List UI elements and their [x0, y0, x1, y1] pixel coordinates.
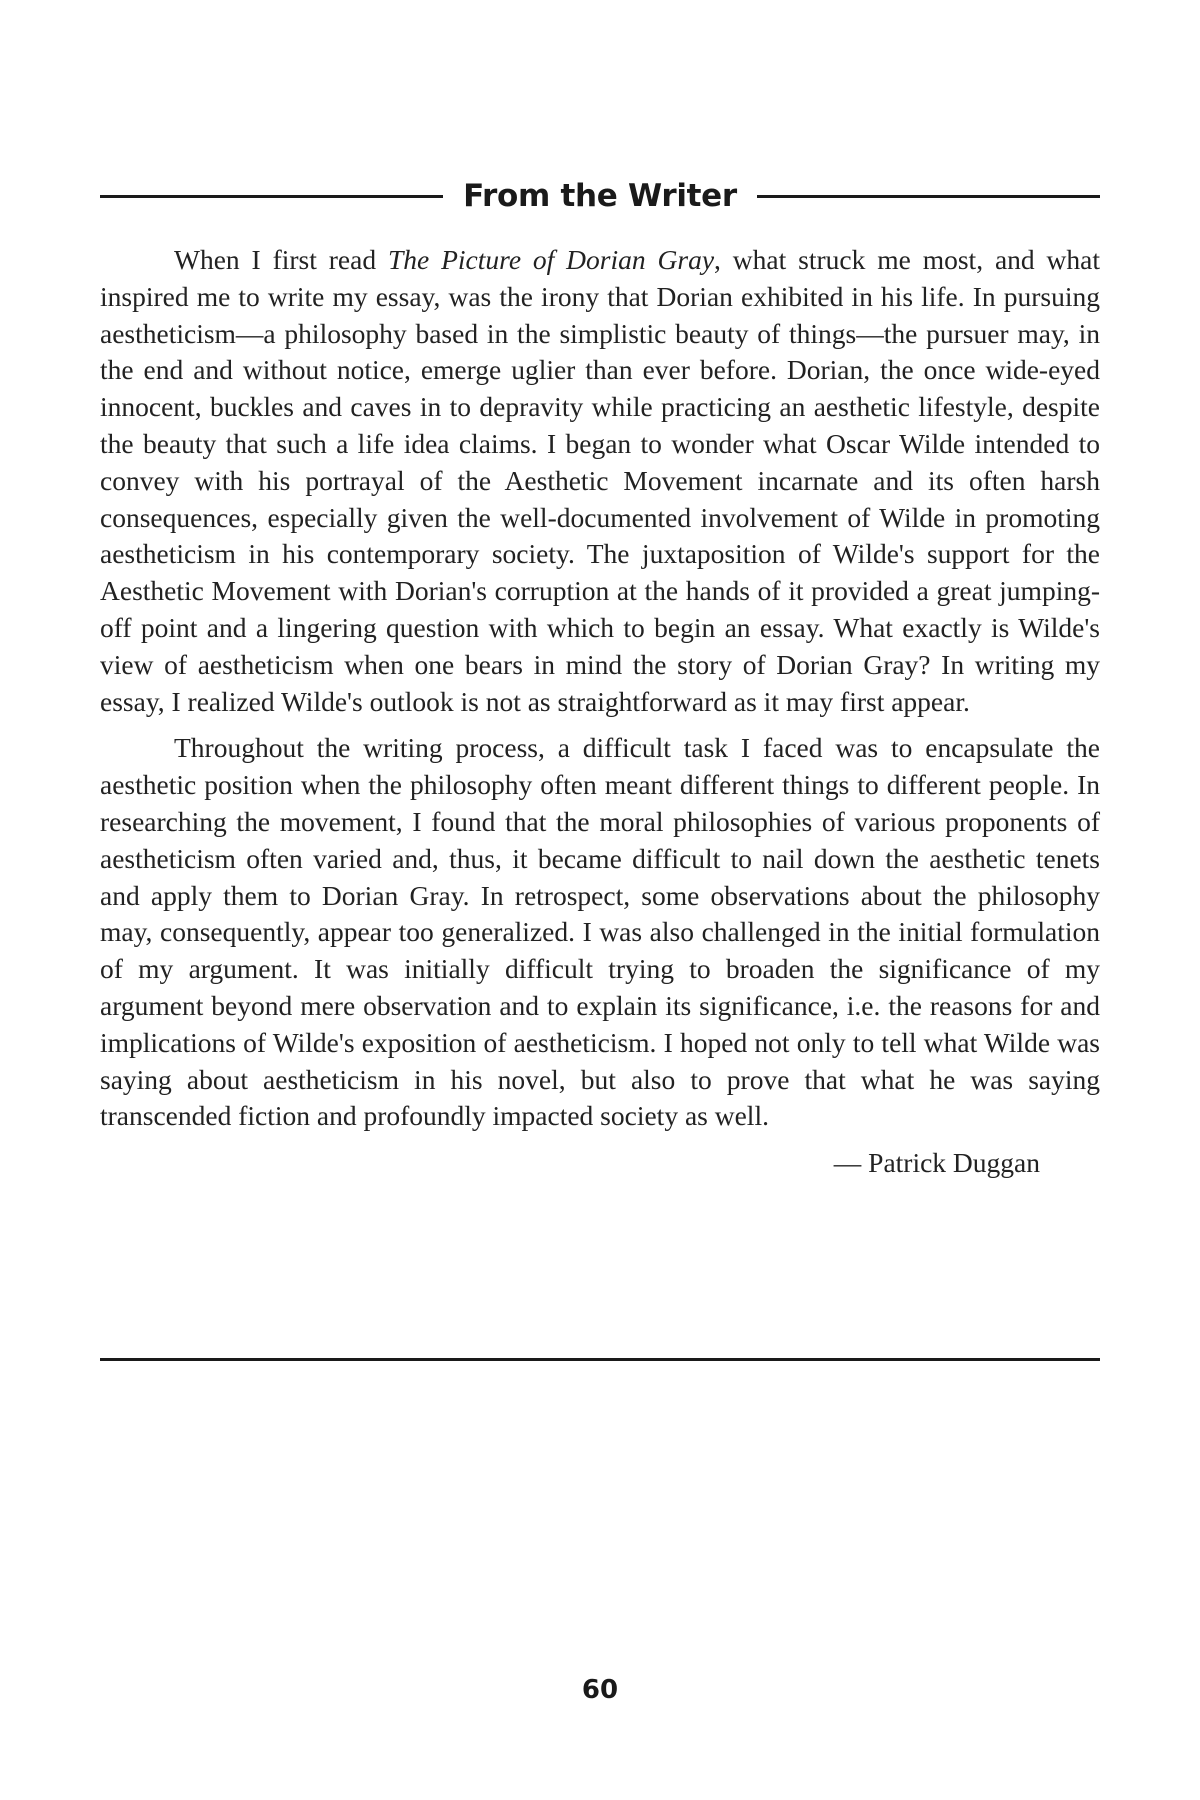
header-rule-right [757, 195, 1100, 198]
essay-paragraph-2: Throughout the writing process, a difficult task I faced was to encapsulate the aesthetic position when the philosophy often meant different things to different people. In researching the movement, I found that the moral philosophies of various proponents of aestheticism often varied and, thus, it became difficult to nail down the aesthetic tenets and apply them to Dorian Gray. In retrospect, some observations about the philosophy may, consequently, appear too generalized. I was also challenged in the initial formulation of my argument. It was initially difficult trying to broaden the significance of my argument beyond mere observation and to explain its significance, i.e. the reasons for and implications of Wilde's exposition of aestheticism. I hoped not only to tell what Wilde was saying about aestheticism in his novel, but also to prove that what he was saying transcended fiction and profoundly impacted society as well. [100, 732, 1100, 1132]
paragraph-1-opening: When I first read [174, 244, 388, 275]
essay-paragraph-1 [100, 242, 1100, 720]
section-title: From the Writer [463, 178, 737, 214]
essay-body [100, 242, 1100, 1182]
author-signature: — Patrick Duggan [833, 1147, 1040, 1179]
page-number: 60 [581, 1675, 619, 1705]
header-rule-left [100, 195, 443, 198]
bottom-rule [100, 1358, 1100, 1361]
book-title: The Picture of Dorian Gray [387, 244, 715, 275]
paragraph-1-body: , what struck me most, and what inspired me to write my essay, was the irony that Dorian exhibited in his life. In pursuing aestheticism—a philosophy based in the simplistic beauty of things—the pursuer may, in the end and without notice, emerge uglier than ever before. Dorian, the once wide-eyed innocent, buckles and caves in to depravity while practicing an aesthetic lifestyle, despite the beauty that such a life idea claims. I began to wonder what Oscar Wilde intended to convey with his portrayal of the Aesthetic Movement incarnate and its often harsh consequences, especially given the well-documented involvement of Wilde in promoting aestheticism in his contemporary society. The juxtaposition of Wilde's support for the Aesthetic Movement with Dorian's corruption at the hands of it provided a great jumping-off point and a lingering question with which to begin an essay. What exactly is Wilde's view of aestheticism when one bears in mind the story of Dorian Gray? In writing my essay, I realized Wilde's outlook is not as straightforward as it may first appear. [100, 244, 1100, 717]
section-header [100, 178, 1100, 214]
